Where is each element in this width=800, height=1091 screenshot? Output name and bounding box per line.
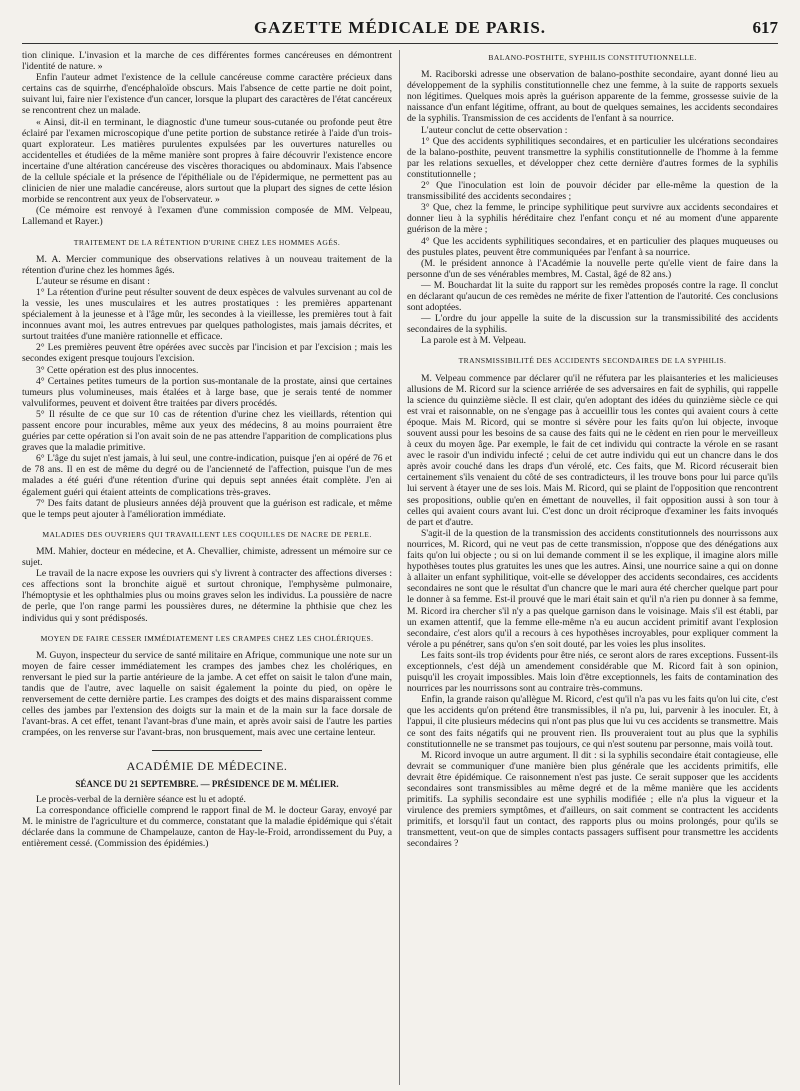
paragraph: 1° La rétention d'urine peut résulter souvent de deux espèces de valvules survenant au col de la vessie, les unes musculaires et les autres prostatiques : les premières appartenant spécialement à la jeunesse et à l'âge mûr, les secondes à la vieillesse, les premières tout à fait inconnues avant moi, les autres entrevues par quelques pathologistes, mais jamais décrites, et surtout traitées d'une manière rationnelle et efficace. xyxy=(22,286,392,343)
paragraph: L'auteur conclut de cette observation : xyxy=(421,124,568,136)
paragraph: Le procès-verbal de la dernière séance est lu et adopté. xyxy=(36,793,246,805)
section-heading: MOYEN DE FAIRE CESSER IMMÉDIATEMENT LES CRAMPES CHEZ LES CHOLÉRIQUES. xyxy=(40,633,374,643)
journal-title: GAZETTE MÉDICALE DE PARIS. xyxy=(253,18,547,37)
paragraph: 7° Des faits datant de plusieurs années déjà prouvent que la guérison est radicale, et même que le temps peut ajouter à l'amélioration immédiate. xyxy=(22,497,392,520)
left-column xyxy=(22,50,392,1085)
paragraph: (Ce mémoire est renvoyé à l'examen d'une commission composée de MM. Velpeau, Lallemand et Rayer.) xyxy=(22,205,392,228)
section-heading: TRAITEMENT DE LA RÉTENTION D'URINE CHEZ LES HOMMES AGÉS. xyxy=(73,237,341,247)
paragraph: « Ainsi, dit-il en terminant, le diagnostic d'une tumeur sous-cutanée ou profonde peut être éclairé par l'examen microscopique d'une petite portion de substance retirée à l'aide d'un trois-quart explorateur. Les matières purulentes expulsées par les ouvertures naturelles ou accidentelles et étudiées de la même manière sont propres à faire découvrir l'existence encore incertaine d'une altération cancéreuse des viscères thoraciques ou abdominaux. Mais l'absence de la cellule spéciale et la présence de l'épithéliale ou de l'épidermique, ne permettent pas au clinicien de nier une maladie cancéreuse, alors surtout que la plupart des signes de cette lésion morbide se rencontrent aux yeux de l'observateur. » xyxy=(22,116,392,206)
paragraph: La correspondance officielle comprend le rapport final de M. le docteur Garay, envoyé par M. le ministre de l'agriculture et du commerce, constatant que la maladie épidémique qui s'était déclarée dans la commune de Champelauze, canton de Hay-le-Froid, arrondissement du Puy, a entièrement cessé. (Commission des épidémies.) xyxy=(22,804,392,849)
paragraph: M. Raciborski adresse une observation de balano-posthite secondaire, ayant donné lieu au développement de la syphilis constitutionnelle chez une femme, à la suite de rapports sexuels non légitimes. Quelques mois après la guérison apparente de la femme, grossesse suivie de la naissance d'un enfant légitime, offrant, au bout de quelques semaines, les accidents secondaires de la syphilis. Transmission de ces accidents de l'enfant à sa nourrice. xyxy=(407,69,778,125)
paragraph: M. Ricord invoque un autre argument. Il dit : si la syphilis secondaire était contagieuse, elle devrait se communiquer d'une manière bien plus générale que les accidents primitifs, elle devrait être épidémique. Ce raisonnement n'est pas juste. Ce serait supposer que les accidents secondaires sont transmissibles au même degré et de la même manière que les accidents primitifs. La syphilis secondaire est une syphilis modifiée ; elle n'a plus la vigueur et la virulence des premiers symptômes, et d'ailleurs, on sait comment se contractent les accidents primitifs, et lorsqu'il faut un contact, des rapports plus ou moins prolongés, pour qu'ils se transmettent, veut-on que de simples contacts passagers suffisent pour transmettre les accidents secondaires ? xyxy=(407,749,778,850)
paragraph: 3° Cette opération est des plus innocentes. xyxy=(36,364,199,376)
paragraph: — L'ordre du jour appelle la suite de la discussion sur la transmissibilité des accidents secondaires de la syphilis. xyxy=(407,313,778,336)
paragraph: Enfin l'auteur admet l'existence de la cellule cancéreuse comme caractère précieux dans certains cas de squirrhe, d'encéphaloïde obscurs. Mais l'absence de cette partie ne doit point, suivant lui, faire nier l'existence d'un cancer, lorsque la plupart des caractères de l'état cancéreux se rencontrent chez un malade. xyxy=(22,72,392,117)
paragraph: (M. le président annonce à l'Académie la nouvelle perte qu'elle vient de faire dans la personne d'un de ses vénérables membres, M. Castal, âgé de 82 ans.) xyxy=(407,257,778,280)
header-rule xyxy=(22,43,778,44)
page-number: 617 xyxy=(752,18,778,37)
paragraph: M. Velpeau commence par déclarer qu'il ne réfutera par les plaisanteries et les malicieuses allusions de M. Ricord sur la science arriérée de ses adversaires en fait de syphilis, qui rappelle la science du quinzième siècle. Il est clair, qu'en adoptant des idées du quinzième siècle ce qui est vrai et raisonnable, on ne s'engage pas à accueillir tous les contes qui avaient cours à cette époque. Mais M. Ricord, qui se montre si sévère pour les faits qu'on lui objecte, invoque souvent aussi pour les besoins de sa cause des faits qui ne le cèdent en rien pour le merveilleux à ceux du moyen âge. Par exemple, le fait de cet individu qui contracte la vérole en se rasant avec le rasoir d'un individu infecté ; celui de cet autre individu qui eut un chancre dans le dos après avoir couché dans les draps d'un vérolé, etc. Ces faits, que M. Ricord récuserait bien certainement s'ils venaient du côté de ses contradicteurs, il les trouve bons pour lui parce qu'ils lui servent à étayer une de ses lois. Mais M. Ricord, qui se plaint de l'opposition que rencontrent ses propositions, oublie qu'en en émettant de nouvelles, il fait opposition aussi à son tour à celles qui avaient cours avant lui. C'est donc un droit réciproque d'examiner les faits invoqués de part et d'autre. xyxy=(407,372,778,528)
paragraph: Le travail de la nacre expose les ouvriers qui s'y livrent à contracter des affections diverses : ces affections sont la bronchite aiguë et surtout chronique, l'emphysème pulmonaire, l'hémoptysie et les ophthalmies plus ou moins graves selon les individus. La poussière de nacre de perle, que l'on range parmi les poussières dures, ne détermine la phthisie que chez les individus qui y sont prédisposés. xyxy=(22,568,392,624)
paragraph: Les faits sont-ils trop évidents pour être niés, ce seront alors de rares exceptions. Fussent-ils exceptionnels, c'est déjà un amendement considérable que M. Ricord fait à son opinion, puisqu'il les croyait impossibles. Mais loin d'être exceptionnels, les faits de contamination des nourrices par les nourrissons sont au contraire très-communs. xyxy=(407,649,778,695)
paragraph: M. Guyon, inspecteur du service de santé militaire en Afrique, communique une note sur un moyen de faire cesser immédiatement les crampes des jambes chez les cholériques, en renversant le pied sur la partie antérieure de la jambe. A cet effet on saisit le talon d'une main, tandis que de l'autre, avec laquelle on saisit également la pointe du pied, on opère le renversement de cette dernière partie. Les crampes des doigts et des mains disparaissent comme celles des jambes par l'extension des doigts sur la main et de la main sur la face dorsale de l'avant-bras. A cet effet, tenant l'avant-bras d'une main, et après avoir saisi de l'autre les parties crampées, on les renverse sur l'avant-bras, non brusquement, mais avec une certaine lenteur. xyxy=(22,649,392,739)
paragraph: 6° L'âge du sujet n'est jamais, à lui seul, une contre-indication, puisque j'en ai opéré de 76 et de 78 ans. Il en est de même du degré ou de l'ancienneté de l'affection, puisque l'un de mes malades a été guéri d'une rétention d'urine qui depuis sept années était complète. J'en ai également guéri qui étaient atteints de complications très-graves. xyxy=(22,453,392,498)
paragraph: 3° Que, chez la femme, le principe syphilitique peut survivre aux accidents secondaires et donner lieu à la syphilis héréditaire chez l'enfant conçu et né au moment d'une apparente guérison de la mère ; xyxy=(407,202,778,236)
section-heading: MALADIES DES OUVRIERS QUI TRAVAILLENT LES COQUILLES DE NACRE DE PERLE. xyxy=(42,529,372,539)
paragraph: — M. Bouchardat lit la suite du rapport sur les remèdes proposés contre la rage. Il conclut en déclarant qu'aucun de ces remèdes ne mérite de fixer l'attention de l'autorité. Ces conclusions sont adoptées. xyxy=(407,279,778,314)
paragraph: tion clinique. L'invasion et la marche de ces différentes formes cancéreuses en démontrent l'identité de nature. » xyxy=(22,50,392,73)
paragraph: 4° Que les accidents syphilitiques secondaires, et en particulier des plaques muqueuses ou des pustules plates, peuvent être communiquées par l'enfant à sa nourrice. xyxy=(407,235,778,258)
paragraph: S'agit-il de la question de la transmission des accidents constitutionnels des nourrissons aux nourrices, M. Ricord, qui ne veut pas de cette transmission, n'oppose que des dénégations aux faits qu'on lui objecte ; ou si on lui demande comment il se les explique, il imagine alors mille hypothèses toutes plus gratuites les unes que les autres. Ainsi, une nourrice saine a qui on donne à allaiter un enfant syphilitique, voit-elle se développer des accidents secondaires, ces accidents secondaires ne sont que le résultat d'un chancre que le mari aura été chercher quelque part pour le donner à sa femme. Est-il prouvé que le mari était sain et qu'il n'a rien pu donner à sa femme, M. Ricord ira chercher s'il n'y a pas quelque garnison dans le voisinage. Mais s'il est établi, par un examen attentif, que la femme elle-même n'a eu aucun accident primitif avant l'explosion secondaire, c'est alors qu'il a recours à ces hypothèses incroyables, pour expliquer comment la vérole a pu pénétrer, sans qu'on s'en soit douté, par les voies les plus insolites. xyxy=(407,527,778,650)
page-header xyxy=(0,18,800,40)
section-separator xyxy=(152,750,262,751)
section-heading: BALANO-POSTHITE, SYPHILIS CONSTITUTIONNELLE. xyxy=(488,53,697,62)
paragraph: La parole est à M. Velpeau. xyxy=(421,335,527,347)
paragraph: 2° Que l'inoculation est loin de pouvoir décider par elle-même la question de la transmissibilité des accidents secondaires ; xyxy=(407,180,778,203)
section-heading: TRANSMISSIBILITÉ DES ACCIDENTS SECONDAIRES DE LA SYPHILIS. xyxy=(458,356,727,366)
paragraph: M. A. Mercier communique des observations relatives à un nouveau traitement de la rétention d'urine chez les hommes âgés. xyxy=(22,253,392,276)
column-divider xyxy=(399,50,400,1085)
seance-line: SÉANCE DU 21 SEPTEMBRE. — PRÉSIDENCE DE M. MÉLIER. xyxy=(75,778,339,789)
paragraph: 4° Certaines petites tumeurs de la portion sus-montanale de la prostate, ainsi que certaines tumeurs plus volumineuses, mais étalées et à large base, que je serais tenté de nommer valvuliformes, peuvent et doivent être traitées par divers procédés. xyxy=(22,375,392,409)
paragraph: 5° Il résulte de ce que sur 10 cas de rétention d'urine chez les vieillards, rétention qui passent encore pour incurables, même aux yeux des médecins, 8 au moins pourraient être guéries par cette opération si l'on avait soin de ne pas attendre l'apparition de complications plus graves que la maladie primitive. xyxy=(22,408,392,454)
paragraph: L'auteur se résume en disant : xyxy=(36,275,150,287)
paragraph: 2° Les premières peuvent être opérées avec succès par l'incision et par l'excision ; mais les secondes exigent presque toujours l'excision. xyxy=(22,342,392,365)
right-column xyxy=(407,50,778,1085)
paragraph: MM. Mahier, docteur en médecine, et A. Chevallier, chimiste, adressent un mémoire sur ce sujet. xyxy=(22,545,392,569)
paragraph: Enfin, la grande raison qu'allègue M. Ricord, c'est qu'il n'a pas vu les faits qu'on lui cite, c'est que les accidents qu'on prétend être transmissibles, il n'a pu, lui, parvenir à les inoculer. Et, à l'appui, il cite plusieurs médecins qui n'ont pas plus que lui vu ces accidents se transmettre. Mais ce sont des faits négatifs qui ne prouvent rien. Ils prouveraient tout au plus que la syphilis constitutionnelle ne se transmet pas toujours, ce qui n'est soutenu par personne, mais voilà tout. xyxy=(407,694,778,750)
paragraph: 1° Que des accidents syphilitiques secondaires, et en particulier les ulcérations secondaires de la balano-posthite, peuvent transmettre la syphilis constitutionnelle de l'homme à la femme par les relations sexuelles, et développer chez cette dernière d'autres formes de la syphilis constitutionnelle ; xyxy=(407,135,778,180)
academy-heading: ACADÉMIE DE MÉDECINE. xyxy=(126,759,288,774)
